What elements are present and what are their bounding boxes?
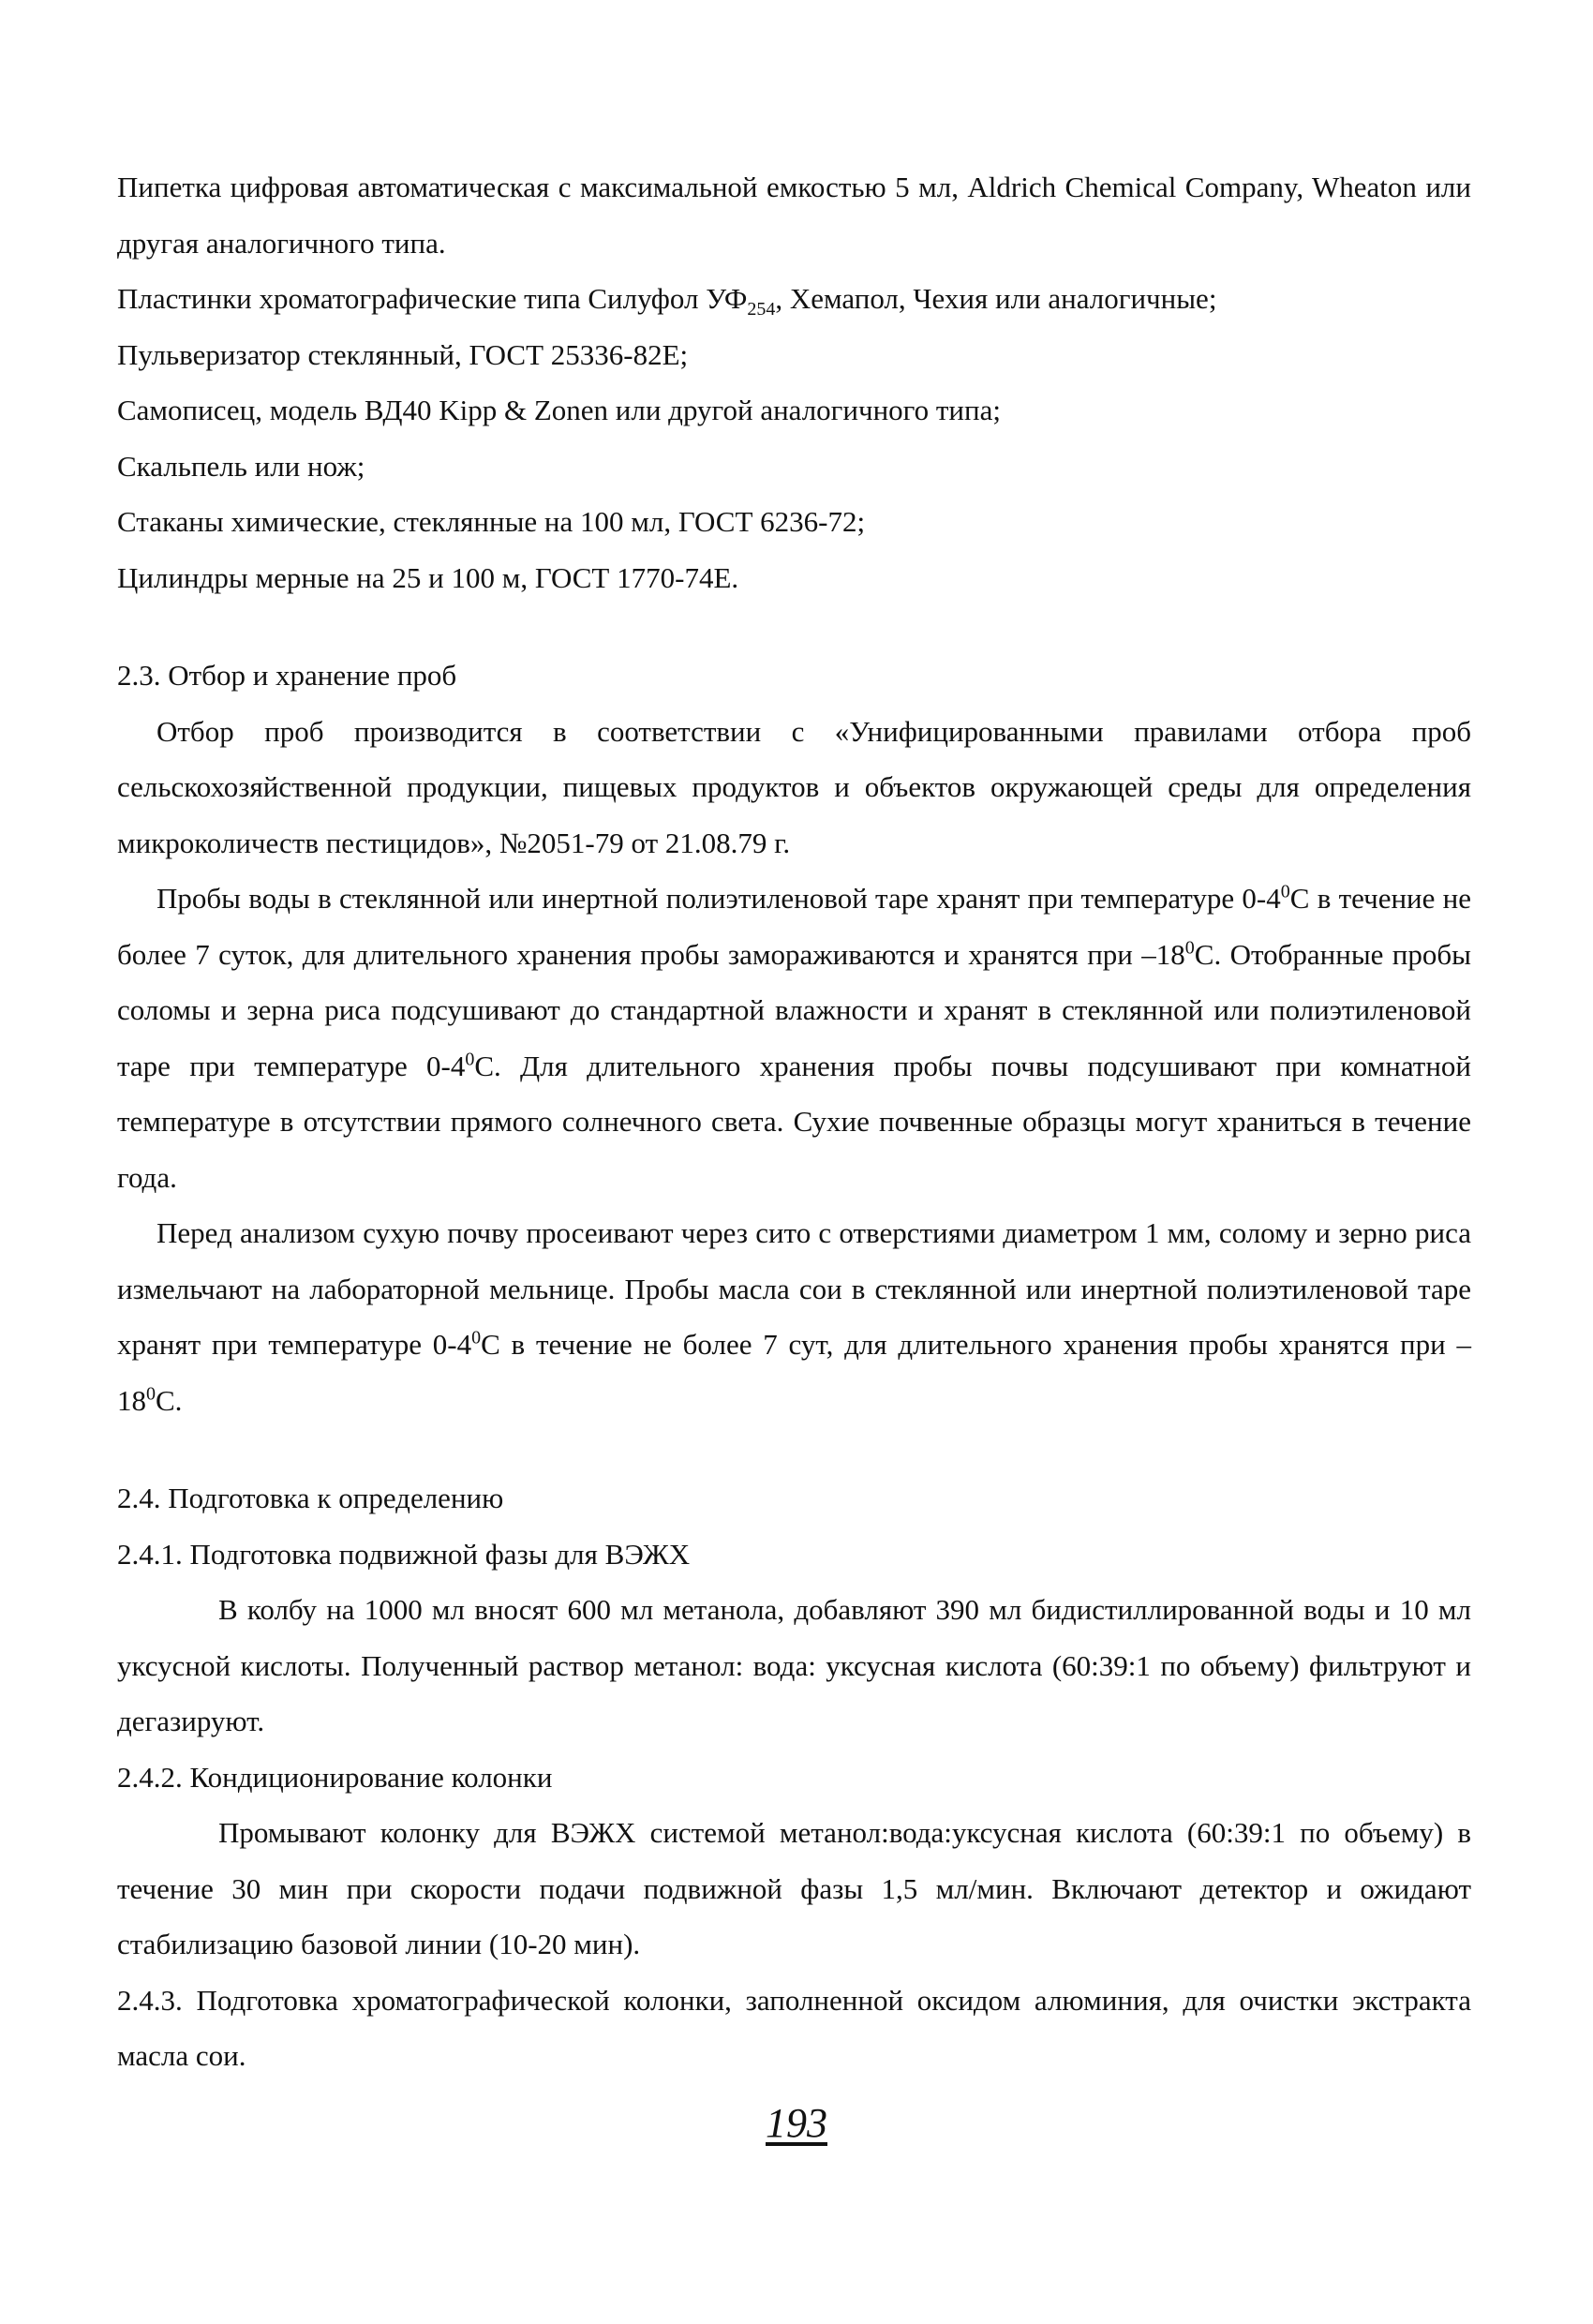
degree-mark: 0: [1280, 881, 1290, 902]
subsection-heading-2-4-2: 2.4.2. Кондиционирование колонки: [117, 1760, 553, 1794]
paragraph-mobile-phase: В колбу на 1000 мл вносят 600 мл метанола, добавляют 390 мл бидистиллированной воды и 10 мл уксусной кислоты. Полученный раствор метанол: вода: уксусная кислота (60:39:1 по объему) фильтруют и дегазируют.: [117, 1593, 1471, 1737]
preparation-text-c: С.: [156, 1383, 183, 1417]
storage-text-b: С в течение не более 7 суток, для длительного хранения пробы замораживаются и хранятся при –18: [117, 882, 1471, 971]
storage-text-c: С. Отобранные пробы соломы и зерна риса подсушивают до стандартной влажности и хранят в стеклянной или полиэтиленовой таре при температуре 0-4: [117, 937, 1471, 1082]
equipment-beakers: Стаканы химические, стеклянные на 100 мл, ГОСТ 6236-72;: [117, 505, 866, 538]
equipment-plates: [117, 271, 1471, 327]
page-number: 193: [766, 2100, 827, 2146]
equipment-scalpel: Скальпель или нож;: [117, 449, 365, 483]
plates-text-a: Пластинки хроматографические типа Силуфол УФ: [117, 282, 748, 315]
plates-text-b: , Хемапол, Чехия или аналогичные;: [775, 282, 1217, 315]
subsection-2-4-3: 2.4.3. Подготовка хроматографической колонки, заполненной оксидом алюминия, для очистки экстракта масла сои.: [117, 1983, 1471, 2072]
subsection-heading-2-4-1: 2.4.1. Подготовка подвижной фазы для ВЭЖХ: [117, 1537, 691, 1571]
preparation-text-b: С в течение не более 7 сут, для длительного хранения пробы хранятся при –18: [117, 1328, 1471, 1417]
degree-mark: 0: [471, 1327, 482, 1348]
paragraph-preparation: [117, 1205, 1471, 1428]
equipment-cylinders: Цилиндры мерные на 25 и 100 м, ГОСТ 1770-74Е.: [117, 560, 739, 594]
section-heading-2-4: 2.4. Подготовка к определению: [117, 1482, 504, 1514]
paragraph-storage: [117, 871, 1471, 1205]
section-heading-2-3: 2.3. Отбор и хранение проб: [117, 659, 457, 692]
paragraph-conditioning: Промывают колонку для ВЭЖХ системой метанол:вода:уксусная кислота (60:39:1 по объему) в течение 30 мин при скорости подачи подвижной фазы 1,5 мл/мин. Включают детектор и ожидают стабилизацию базовой линии (10-20 мин).: [117, 1816, 1471, 1960]
paragraph-sampling: Отбор проб производится в соответствии с «Унифицированными правилами отбора проб сельскохозяйственной продукции, пищевых продуктов и объектов окружающей среды для определения микроколичеств пестицидов», №2051-79 от 21.08.79 г.: [117, 714, 1471, 859]
equipment-pipette: Пипетка цифровая автоматическая с максимальной емкостью 5 мл, Aldrich Chemical Company, Wheaton или другая аналогичного типа.: [117, 171, 1471, 260]
spacer: [117, 1428, 1471, 1470]
degree-mark: 0: [465, 1049, 475, 1070]
preparation-text-a: Перед анализом сухую почву просеивают через сито с отверстиями диаметром 1 мм, солому и зерно риса измельчают на лабораторной мельнице. Пробы масла сои в стеклянной или инертной полиэтиленовой таре хранят при температуре 0-4: [117, 1216, 1471, 1361]
degree-mark: 0: [1184, 937, 1195, 959]
plates-subscript: 254: [747, 299, 776, 320]
spacer: [117, 605, 1471, 648]
degree-mark: 0: [146, 1383, 156, 1405]
document-body: [117, 159, 1471, 2084]
storage-text-d: С. Для длительного хранения пробы почвы подсушивают при комнатной температуре в отсутствии прямого солнечного света. Сухие почвенные образцы могут храниться в течение года.: [117, 1049, 1471, 1194]
storage-text-a: Пробы воды в стеклянной или инертной полиэтиленовой таре хранят при температуре 0-4: [156, 882, 1281, 915]
equipment-sprayer: Пульверизатор стеклянный, ГОСТ 25336-82Е;: [117, 337, 689, 371]
equipment-recorder: Самописец, модель ВД40 Kipp & Zonen или другой аналогичного типа;: [117, 394, 1001, 426]
